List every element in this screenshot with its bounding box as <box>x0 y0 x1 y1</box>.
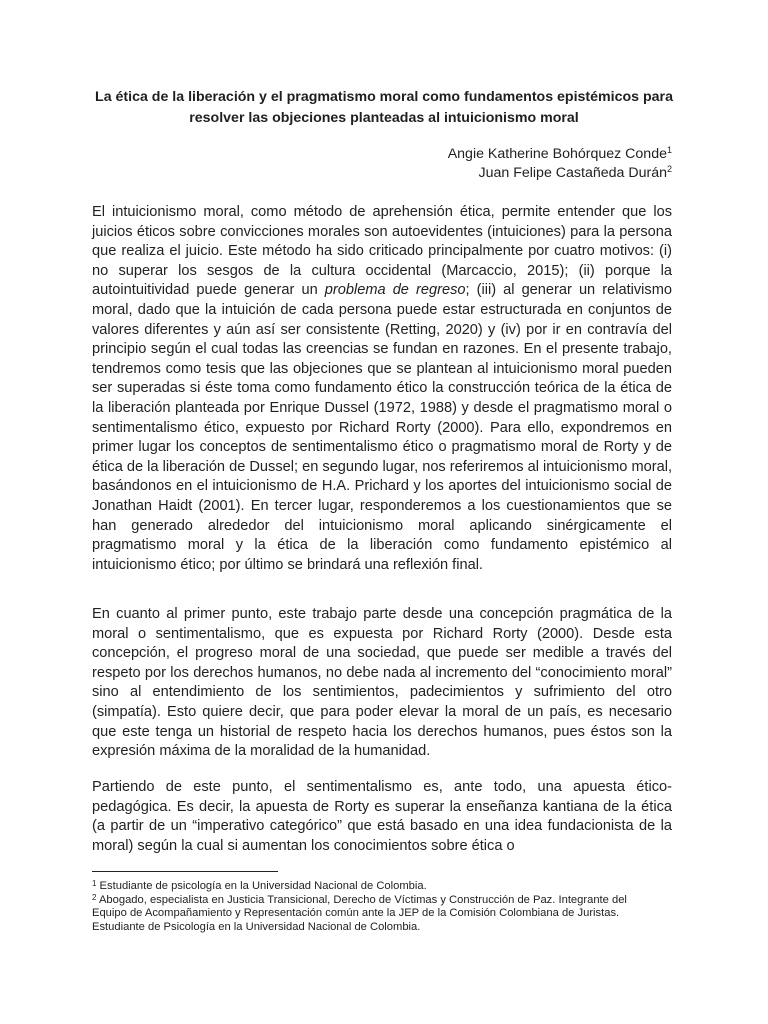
footnote-mark: 1 <box>92 879 97 888</box>
paragraph-text: El intuicionismo moral, como método de aprehensión ética, permite entender que los juicios éticos sobre convicciones morales son autoevidentes (intuiciones) para la persona que realiza el juicio. Este método ha sido criticado principalmente por cuatro motivos: (i) no superar los sesgos de la cultura occidental (Marcaccio, 2015); (ii) porque la autointuitividad puede generar un <box>92 204 672 299</box>
author-name: Angie Katherine Bohórquez Conde <box>447 146 667 162</box>
footnote-ref[interactable]: 2 <box>666 164 672 174</box>
paper-title: La ética de la liberación y el pragmatismo moral como fundamentos epistémicos para resolver las objeciones planteadas al intuicionismo moral <box>95 89 673 126</box>
body-paragraph-3: Partiendo de este punto, el sentimentalismo es, ante todo, una apuesta ético-pedagógica. Es decir, la apuesta de Rorty es superar la enseñanza kantiana de la ética (a partir de un “imperativo categórico” que está basado en una idea fundacionista de la moral) según la cual si aumentan los conocimientos sobre ética o <box>92 779 672 854</box>
author-list <box>448 145 672 183</box>
footnote-text: Estudiante de psicología en la Universidad Nacional de Colombia. <box>96 880 427 892</box>
emphasis-text: problema de regreso <box>324 282 466 299</box>
footnote-1 <box>92 880 652 893</box>
footnote-mark: 2 <box>92 893 97 902</box>
footnote-separator <box>92 871 278 872</box>
author-2 <box>448 164 672 183</box>
author-1 <box>448 145 672 164</box>
paragraph-text: ; (iii) al generar un relativismo moral, dado que la intuición de cada persona puede estar estructurada en conjuntos de valores diferentes y aún así ser consistente (Retting, 2020) y (iv) por ir en contravía del principio según el cual todas las creencias se fundan en razones. En el presente trabajo, tendremos como tesis que las objeciones que se plantean al intuicionismo moral pueden ser superadas si éste toma como fundamento ético la construcción teórica de la ética de la liberación planteada por Enrique Dussel (1972, 1988) y desde el pragmatismo moral o sentimentalismo ético, expuesto por Richard Rorty (2000). Para ello, expondremos en primer lugar los conceptos de sentimentalismo ético o pragmatismo moral de Rorty y de ética de la liberación de Dussel; en segundo lugar, nos referiremos al intuicionismo moral, basándonos en el intuicionismo de H.A. Prichard y los aportes del intuicionismo social de Jonathan Haidt (2001). En tercer lugar, responderemos a los cuestionamientos que se han generado alrededor del intuicionismo moral aplicando sinérgicamente el pragmatismo moral y la ética de la liberación como fundamento epistémico al intuicionismo ético; por último se brindará una reflexión final. <box>92 282 673 573</box>
footnote-text: Abogado, especialista en Justicia Transicional, Derecho de Víctimas y Construcción de Paz. Integrante del Equipo de Acompañamiento y Representación común ante la JEP de la Comisión Colombiana de Juristas. Estudiante de Psicología en la Universidad Nacional de Colombia. <box>92 894 627 933</box>
body-paragraph-1 <box>92 203 672 575</box>
footnote-ref[interactable]: 1 <box>666 145 672 155</box>
footnote-2 <box>92 894 652 934</box>
body-paragraph-2: En cuanto al primer punto, este trabajo parte desde una concepción pragmática de la moral o sentimentalismo, que es expuesta por Richard Rorty (2000). Desde esta concepción, el progreso moral de una sociedad, que puede ser medible a través del respeto por los derechos humanos, no debe nada al incremento del “conocimiento moral” sino al entendimiento de los sentimientos, padecimientos y sufrimiento del otro (simpatía). Esto quiere decir, que para poder elevar la moral de un país, es necesario que este tenga un historial de respeto hacia los derechos humanos, pues éstos son la expresión máxima de la moralidad de la humanidad. <box>92 606 672 760</box>
author-name: Juan Felipe Castañeda Durán <box>478 165 667 181</box>
